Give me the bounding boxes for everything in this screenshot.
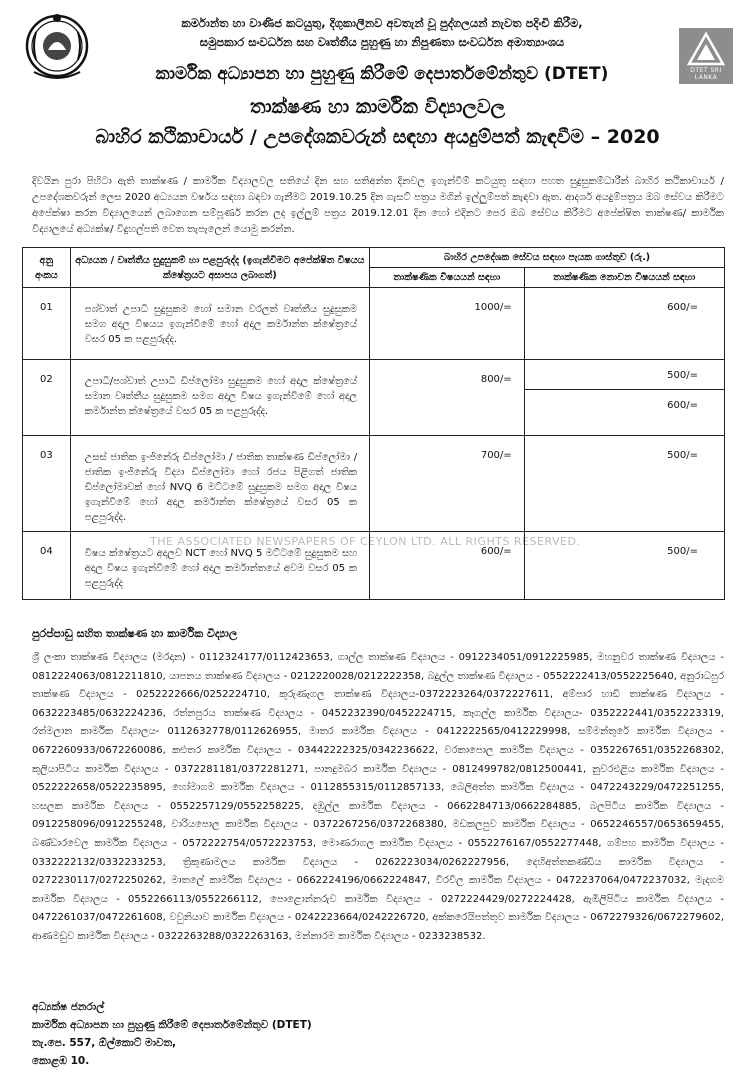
signature-line-4: කොළඹ 10. <box>32 1055 90 1067</box>
header-non-technical: තාක්ෂණික නොවන විෂයයන් සඳහා <box>524 268 724 288</box>
row-no: 03 <box>23 436 71 532</box>
header <box>14 6 741 86</box>
table-row <box>23 288 725 360</box>
signature-line-3: තැ.පෙ. 557, ඕල්කොට් මාවත, <box>32 1037 177 1049</box>
table-row <box>23 436 725 532</box>
row-qualification: උපාධි/පශ්චාත් උපාධි ඩිප්ලෝමා සුදුසුකම හෝ අදාල ක්ෂේත්‍රයේ සමාන වෘත්තීය සුදුසුකම සමග අදාල විෂය ඉගැන්වීමේ හෝ අදාල කර්මාන්ත ක්ෂේත්‍රයේ වසර 05 ක පළපුරුද්ද. <box>70 360 369 436</box>
table-row <box>23 360 725 436</box>
row-qualification: විෂය ක්ෂේත්‍රයට අදාලව NCT හෝ NVQ 5 මට්ටමේ සුදුසුකම සහ අදාල විෂය ඉගැන්වීමේ හෝ අදාල කර්මාන්තයේ අවම වසර 05 ක පළපුරුද්ද <box>70 532 369 600</box>
row-qualification: උසස් ජාතික ඉංජිනේරු ඩිප්ලෝමා / ජාතික තාක්ෂණ ඩිප්ලෝමා / ජාතික ඉංජිනේරු විද්‍යා ඩිප්ලෝමා හෝ රජය පිළිගත් ජාතික ඩිප්ලෝමාවක් හෝ NVQ 6 මට්ටමේ සුදුසුකම සමග අදාල විෂය ඉගැන්වීමේ හෝ අදාල කර්මාන්ත ක්ෂේත්‍රයේ වසර 05 ක පළපුරුද්ද. <box>70 436 369 532</box>
row-non-technical-fee-2: 600/= <box>525 389 724 419</box>
row-technical-fee: 800/= <box>370 360 525 436</box>
row-non-technical-fee: 500/= <box>524 436 724 532</box>
header-qualification: අධ්‍යයන / වෘත්තීය සුදුසුකම් හා පළපුරුද්ද (ඉගැන්වීමට අපේක්ෂිත විෂයය ක්ෂේත්‍රයට අසාපය ලබාගත්) <box>70 248 369 288</box>
sri-lanka-emblem-icon <box>24 12 90 82</box>
row-non-technical-fee: 600/= <box>524 288 724 360</box>
ministry-name <box>102 14 662 52</box>
intro-paragraph: දිවයින පුරා පිහිටා ඇති තාක්ෂණ / කාර්මික විද්‍යාලවල සතියේ දින සහ සතිඅන්ත දිනවල ඉගැන්වීම් කටයුතු සඳහා පහත සුදුසුකම්ධාරීන් බාහිර කථිකාචාර්ය / උපදේශකවරුන් ලෙස 2020 අධ්‍යයන වර්ෂය සඳහා බඳවා ගැනීමට 2019.10.25 දින ගැසට් පත්‍රය මගින් ඉල්ලුම්පත් කැඳවා ඇත. ආදර්ශ අයදුම්පත්‍රය ඔබ සේවය කිරීමට අපේක්ෂා කරන විද්‍යාලයෙන් ලබාගෙන සම්පූර්ණ කරන ලද ඉල්ලුම් පත්‍රය 2019.12.01 දින හෝ එදිනට පෙර ඔබ සේවය කිරීමට අපේක්ෂිත තාක්ෂණ/ කාර්මික විද්‍යාලයේ අධ්‍යක්ෂ/ විදුහල්පති වෙත තැපැලෙන් යොමු කරන්න. <box>32 176 724 235</box>
logo-text: DTET SRI LANKA <box>690 67 722 81</box>
signature-line-2: කාර්මික අධ්‍යාපන හා පුහුණු කිරීමේ දෙපාර්තමේන්තුව (DTET) <box>32 1019 312 1031</box>
row-qualification: පශ්චාත් උපාධි සුදුසුකම හෝ සමාන වරලත් වෘත්තීය සුදුසුකම සමග අදාල විෂයය ඉගැන්වීමේ හෝ අදාල කර්මාන්ත ක්ෂේත්‍රයේ වසර 05 ක පළපුරුද්ද. <box>70 288 369 360</box>
row-non-technical-fee: 500/= <box>524 532 724 600</box>
row-non-technical-fees <box>524 360 724 436</box>
title-line-1: තාක්ෂණ හා කාර්මික විද්‍යාලවල <box>249 96 506 118</box>
header-technical: තාක්ෂණික විෂයයන් සඳහා <box>370 268 525 288</box>
colleges-list: ශ්‍රී ලංකා තාක්ෂණ විද්‍යාලය (මරදාන) - 0112324177/0112423653, ගාල්ල තාක්ෂණ විද්‍යාලය - 0912234051/0912225985, මහනුවර තාක්ෂණ විද්‍යාලය - 0812224063/0812211810, යාපනය තාක්ෂණ විද්‍යාලය - 0212220028/0212222358, බදුල්ල තාක්ෂණ විද්‍යාලය - 0552222413/0552225640, අනුරාධපුර තාක්ෂණ විද්‍යාලය - 0252222666/0252224710, කුරුණෑගල තාක්ෂණ විද්‍යාලය-0372223264/0372227611, අම්පාර හාඩි තාක්ෂණ විද්‍යාලය - 0632223485/0632224236, රත්නපුරය තාක්ෂණ විද්‍යාලය - 0452232390/0452224715, කෑගල්ල කාර්මික විද්‍යාලය- 0352222441/0352223319, රත්මලාන කාර්මික විද්‍යාලය- 0112632778/0112626955, මාතර කාර්මික විද්‍යාලය - 0412222565/0412229998, සම්මන්තුරේ කාර්මික විද්‍යාලය - 0672260933/0672260086, කළුතර කාර්මික විද්‍යාලය - 03442222325/0342236622, වරකාපොල කාර්මික විද්‍යාලය - 0352267651/0352268302, කුලියාපිටිය කාර්මික විද්‍යාලය - 0372281181/0372281271, පානදුමබර කාර්මික විද්‍යාලය - 0812499782/0812500441, නුවරඑළිය කාර්මික විද්‍යාලය - 0522222658/0522235895, හෝමාගම කාර්මික විද්‍යාලය - 0112855315/0112857133, බෙලිඅත්ත කාර්මික විද්‍යාලය - 0472243229/0472251255, හසලක කාර්මික විද්‍යාලය - 0552257129/0552258225, දඹුල්ල කාර්මික විද්‍යාලය - 0662284713/0662284885, බලපිටිය කාර්මික විද්‍යාලය - 0912258096/0912255248, වාරියපොල කාර්මික විද්‍යාලය - 0372267256/0372268380, මඩකලපුව කාර්මික විද්‍යාලය - 0652246557/0653659455, බණ්ඩාරවෙල කාර්මික විද්‍යාලය - 0572222754/0572223753, මොණරාගල කාර්මික විද්‍යාලය - 0552276167/0552277448, ගම්පහ කාර්මික විද්‍යාලය - 0332222132/0332233253, ත්‍රිකුණාමලය කාර්මික විද්‍යාලය - 0262223034/0262227956, දෙහිඅත්තකණ්ඩිය කාර්මික විද්‍යාලය - 0272230117/0272250262, මාතලේ කාර්මික විද්‍යාලය - 0662224196/0662224847, වීරවිල කාර්මික විද්‍යාලය - 0472237064/0472237032, මැදගම කාර්මික විද්‍යාලය - 0552266113/0552266112, පොළොන්නරුව කාර්මික විද්‍යාලය - 0272224429/0272224428, ඇඹිලිපිටිය කාර්මික විද්‍යාලය - 0472261037/0472261608, වවුනියාව කාර්මික විද්‍යාලය - 0242223664/0242226720, අක්කරෙයිපත්තුව කාර්මික විද්‍යාලය - 0672279326/0672279602, ආණමඩුව කාර්මික විද්‍යාලය - 0322263288/0322263163, මන්නාරම කාර්මික විද්‍යාලය - 0233238532. <box>32 652 724 942</box>
row-non-technical-fee: 500/= <box>667 370 698 381</box>
signature-block <box>32 998 312 1070</box>
row-technical-fee: 600/= <box>370 532 525 600</box>
ministry-line-2: සමුපකාර සංවර්ධන සහ වෘත්තීය පුහුණු හා නිපුණතා සංවර්ධන අමාත්‍යාංශය <box>199 35 565 49</box>
title-line-2: බාහිර කථිකාචාර්ය / උපදේශකවරුන් සඳහා අයදුම්පත් කැඳවීම – 2020 <box>95 126 660 148</box>
dtet-logo-icon <box>679 28 733 72</box>
colleges-heading: පුරප්පාඩු සහිත තාක්ෂණ හා කාර්මික විද්‍යාල <box>32 627 238 640</box>
row-no: 02 <box>23 360 71 436</box>
header-payment: බාහිර උපදේශක සේවය සඳහා පැයක ගාස්තුව (රු.) <box>370 248 725 268</box>
row-technical-fee: 1000/= <box>370 288 525 360</box>
row-no: 01 <box>23 288 71 360</box>
row-no: 04 <box>23 532 71 600</box>
signature-line-1: අධ්‍යක්ෂ ජනරාල් <box>32 1001 105 1013</box>
header-no: අනු අංකය <box>23 248 71 288</box>
watermark: THE ASSOCIATED NEWSPAPERS OF CEYLON LTD. ALL RIGHTS RESERVED. <box>150 535 581 548</box>
department-name: කාර්මික අධ්‍යාපන හා පුහුණු කිරීමේ දෙපාර්තමේන්තුව (DTET) <box>155 64 609 84</box>
ministry-line-1: කර්මාන්ත හා වාණිජ කටයුතු, දිගුකාලීනව අවතැන් වූ පුද්ගලයන් නැවත පදිංචි කිරීම, <box>181 16 583 30</box>
dtet-logo <box>679 28 733 84</box>
row-technical-fee: 700/= <box>370 436 525 532</box>
table-header-row <box>23 248 725 268</box>
